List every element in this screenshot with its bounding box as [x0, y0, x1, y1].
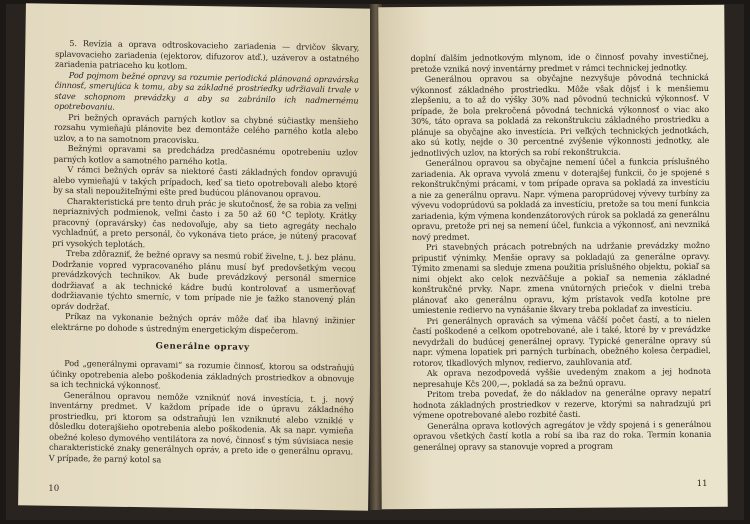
paragraph: Generálnou opravou nemôže vzniknúť nová investícia, t. j. nový inventárny predmet. V každom prípade ide o úpravu základného prostriedku, pri ktorom sa odstraňujú len vzniknuté alebo vzniklé v dôsledku doterajšieho opotrebenia alebo poškodenia. Ak sa napr. vymieňa obežné koleso dymového ventilátora za nové, činnosť s tým súvisiaca nesie charakteristické znaky generálnych opráv, a preto ide o generálnu opravu. V prípade, že parný kotol sa: [48, 389, 354, 464]
section-heading: Generálne opravy: [155, 341, 250, 353]
paragraph: Generálnou opravou sa obyčajne nezvyšuje pôvodná technická výkonnosť základného prostriedku. Môže však dôjsť i k menšiemu zlepšeniu, a to až do výšky 30% nad pôvodnú technickú výkonnosť. V prípade, že bola prekročená pôvodná technická výkonnosť o viac ako 30%, táto oprava sa pokladá za rekonštrukciu základného prostriedku a plánuje sa obyčajne ako investícia. Pri veľkých technických jednotkách, ako sú kotly, nejde o 30 percentné zvýšenie výkonnosti jednotky, ale jednotlivých uzlov, na ktorých sa robí rekonštrukcia.: [410, 71, 710, 158]
paragraph: Pri bežných opravách parných kotlov sa chybné súčiastky menšieho rozsahu vymieňajú plánovite bez demontáže celého parného kotla alebo uzlov, a to na samotnom pracovisku.: [53, 111, 359, 145]
paragraph: V rámci bežných opráv sa niektoré časti základných fondov opravujú alebo vymieňajú v takých prípadoch, keď sa tieto opotrebovali alebo ktoré by sa stali nepoužiteľnými ešte pred budúcou plánovanou opravou.: [52, 163, 358, 199]
page-number-left: 10: [48, 483, 60, 494]
paragraph: Pri stavebných prácach potrebných na udržanie prevádzky možno pripustiť výnimky. Menšie opravy sa pokladajú za generálne opravy. Týmito zmenami sa sleduje zmena použitia príslušného objektu, pokiaľ sa nimi objekt ako celok nezväčšuje a pokiaľ sa nemenia základné konštrukčné prvky. Napr. zmena vnútorných priečok v dielni treba plánovať ako generálnu opravu, kým prístavok vedľa kotolne pre umiestenie rediervo na vynášanie škvary treba pokladať za investíciu.: [411, 239, 711, 315]
paragraph: Pri generálnych opravách sa výmena väčší počet častí, a to nielen častí poškodené a celkom opotrebované, ale i také, ktoré by v prevádzke nevydržali do budúcej generálnej opravy. Typické generálne opravy sú napr. výmena lopatiek pri parných turbínach, obežného kolesa čerpadiel, rotorov, tlkadlových mlynov, rediervo, zauhľovania atď.: [412, 313, 711, 368]
left-page: [18, 3, 376, 510]
paragraph: Pritom treba povedať, že do nákladov na generálne opravy nepatrí hodnota základných prostriedkov v rezerve, ktorými sa nahradzujú pri výmene opotrebované alebo rozbité časti.: [412, 386, 712, 420]
paragraph: Pod „generálnymi opravami“ sa rozumie činnosť, ktorou sa odstraňujú účinky opotrebenia alebo poškodenia základných prostriedkov a obnovuje sa ich technická výkonnosť.: [49, 357, 355, 391]
paragraph: Ak oprava nezodpovedá vyššie uvedeným znakom a jej hodnota nepresahuje Kčs 200,—, pokladá sa za bežnú opravu.: [412, 365, 711, 389]
paragraph: 5. Revízia a oprava odtroskovacieho zariadenia — drvičov škvary, splavovacieho zariadenia (ejektorov, difuzorov atď.), uzáverov a ostatného zariadenia patriaceho ku kotlom.: [54, 37, 360, 71]
left-page-text: [51, 38, 360, 337]
right-page-text: [411, 51, 712, 452]
paragraph: Treba zdôrazniť, že bežné opravy sa nesmú robiť živelne, t. j. bez plánu. Dodržanie vopred vypracovaného plánu musí byť predovšetkým vecou prevádzkových technikov. Ak bude prevádzkový personál smernice dodržiavať a ak technické kádre budú kontrolovať a usmerňovať dodržiavanie týchto smerníc, v tom prípade nie je ťažko stanovený plán opráv dodržať.: [51, 247, 357, 312]
paragraph: Pod pojmom bežné opravy sa rozumie periodická plánovaná opravárska činnosť, smerujúca k tomu, aby sa základné prostriedky udržiavali trvale v stave schopnom prevádzky a aby sa zabránilo ich nadmernému opotrebovaniu.: [54, 69, 359, 112]
paragraph: Príkaz na vykonanie bežných opráv môže dať iba hlavný inžinier elektrárne po dohode s ústredným energetickým dispečerom.: [50, 310, 356, 336]
right-page: [378, 5, 727, 509]
paragraph: Charakteristická pre tento druh prác je skutočnosť, že sa robia za veľmi nepriaznivých podmienok, veľmi často i za 50 až 60 °C teploty. Krátky pracovný (opravársky) čas nedovoľuje, aby sa tieto agregáty nechalo vychladnúť, a preto personál, čo vykonáva tieto práce, je nútený pracovať pri vysokých teplotách.: [52, 195, 357, 249]
paragraph: doplní ďalším jednotkovým mlynom, ide o činnosť povahy investičnej, pretože vzniká nový inventárny predmet v rámci technickej jednotky.: [410, 50, 709, 74]
paragraph: Generálnou opravou sa obyčajne nemení účel a funkcia príslušného zariadenia. Ak oprava vyvolá zmenu v doterajšej funkcii, čo je spojené s rekonštrukčnými prácami, v tom prípade oprava sa pokladá za investíciu a nie za generálnu opravu. Napr. výmena paroprúdovej vývevy turbíny za vývevu vodoprúdovú sa pokladá za investíciu, pretože sa tou mení funkcia zariadenia, kým výmena kondenzátorových rúrok sa pokladá za generálnu opravu, pretože pri nej sa nemení účel, funkcia a výkonnosť, ani nevzniká nový predmet.: [411, 155, 710, 242]
left-page-text-continued: [49, 358, 355, 468]
page-number-right: 11: [696, 478, 708, 490]
paragraph: Generálna oprava kotlových agregátov je vždy spojená i s generálnou opravou všetkých častí kotla a robí sa iba raz do roka. Termín konania generálnej opravy sa stanovuje vopred a program: [413, 418, 712, 452]
paragraph: Bežnými opravami sa predchádza predčasnému opotrebeniu uzlov parných kotlov a samotného parného kotla.: [53, 142, 358, 166]
